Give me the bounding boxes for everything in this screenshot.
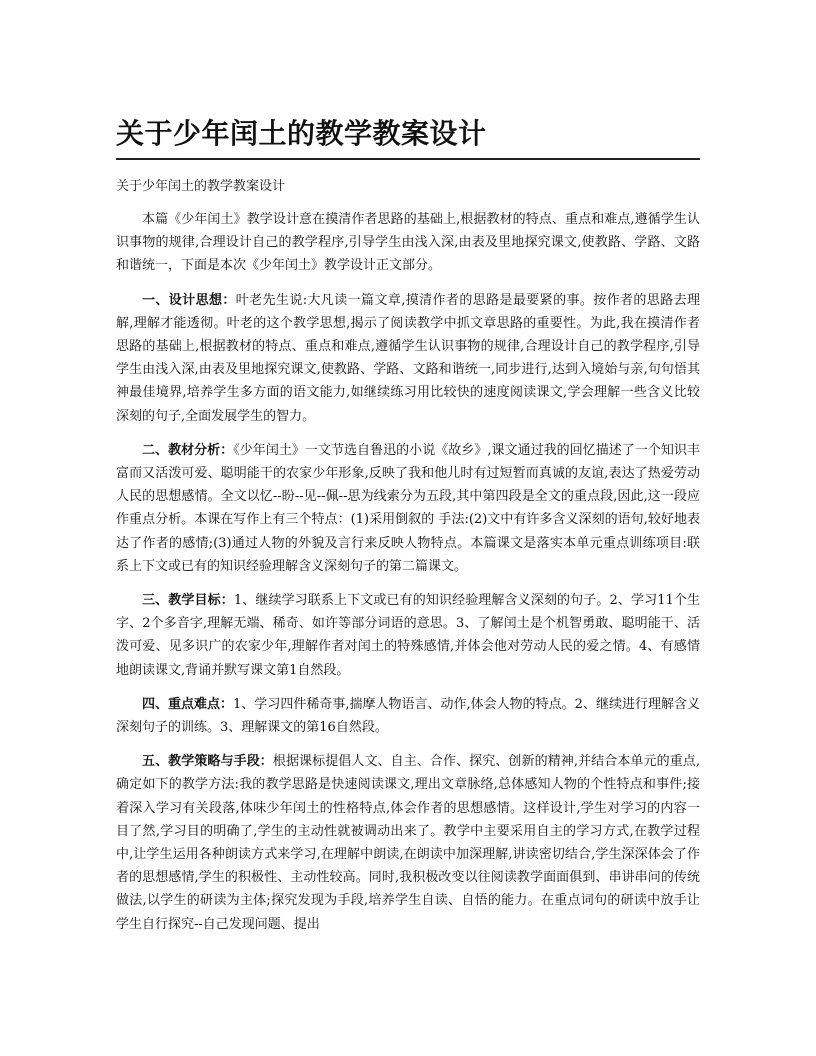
section-text: 根据课标提倡人文、自主、合作、探究、创新的精神,并结合本单元的重点,确定如下的教学方法:我的教学思路是快速阅读课文,理出文章脉络,总体感知人物的个性特点和事件;接着深入学习有关段落,体味少年闰土的性格特点,体会作者的思想感情。这样设计,学生对学习的内容一目了然,学习目的明确了,学生的主动性就被调动出来了。教学中主要采用自主的学习方式,在教学过程中,让学生运用各种朗读方式来学习,在理解中朗读,在朗读中加深理解,讲读密切结合,学生深深体会了作者的思想感情,学生的积极性、主动性较高。同时,我积极改变以往阅读教学面面俱到、串讲串问的传统做法,以学生的研读为主体;探究发现为手段,培养学生自读、自悟的能力。在重点词句的研读中放手让学生自行探究--自己发现问题、提出	[116, 754, 700, 932]
document-body	[116, 208, 700, 947]
section-text: 1、继续学习联系上下文或已有的知识经验理解含义深刻的句子。2、学习11个生字、2个多音字,理解无端、稀奇、如许等部分词语的意思。3、了解闰土是个机智勇敢、聪明能干、活泼可爱、见多识广的农家少年,理解作者对闰土的特殊感情,并体会他对劳动人民的爱之情。4、有感情地朗读课文,背诵并默写课文第1自然段。	[116, 593, 700, 678]
section-teaching-strategy	[116, 750, 700, 936]
section-heading: 五、教学策略与手段：	[142, 754, 273, 770]
intro-paragraph: 本篇《少年闰土》教学设计意在摸清作者思路的基础上,根据教材的特点、重点和难点,遵循学生认识事物的规律,合理设计自己的教学程序,引导学生由浅入深,由表及里地探究课文,使教路、学路、文路和谐统一，下面是本次《少年闰土》教学设计正文部分。	[116, 212, 700, 274]
section-material-analysis	[116, 439, 700, 578]
section-text: 《少年闰土》一文节选自鲁迅的小说《故乡》,课文通过我的回忆描述了一个知识丰富而又活泼可爱、聪明能干的农家少年形象,反映了我和他儿时有过短暂而真诚的友谊,表达了热爱劳动人民的思想感情。全文以忆--盼--见--佩--思为线索分为五段,其中第四段是全文的重点段,因此,这一段应作重点分析。本课在写作上有三个特点：(1)采用倒叙的 手法:(2)文中有许多含义深刻的语句,较好地表达了作者的感情;(3)通过人物的外貌及言行来反映人物特点。本篇课文是落实本单元重点训练项目:联系上下文或已有的知识经验理解含义深刻句子的第二篇课文。	[116, 442, 700, 574]
section-heading: 一、设计思想：	[142, 292, 236, 308]
section-text: 叶老先生说:大凡读一篇文章,摸清作者的思路是最要紧的事。按作者的思路去理解,理解才能透彻。叶老的这个教学思想,揭示了阅读教学中抓文章思路的重要性。为此,我在摸清作者思路的基础上,根据教材的特点、重点和难点,遵循学生认识事物的规律,合理设计自己的教学程序,引导学生由浅入深,由表及里地探究课文,使教路、学路、文路和谐统一,同步进行,达到入境始与亲,句句悟其神最佳境界,培养学生多方面的语文能力,如继续练习用比较快的速度阅读课文,学会理解一些含义比较深刻的句子,全面发展学生的智力。	[116, 292, 700, 424]
section-teaching-goals	[116, 589, 700, 682]
document-subtitle: 关于少年闰土的教学教案设计	[116, 179, 286, 194]
section-design-idea	[116, 289, 700, 428]
section-text: 1、学习四件稀奇事,揣摩人物语言、动作,体会人物的特点。2、继续进行理解含义深刻句子的训练。3、理解课文的第16自然段。	[116, 696, 700, 736]
document-page	[116, 0, 700, 1056]
section-heading: 二、教材分析：	[142, 442, 234, 458]
title-divider	[116, 158, 700, 160]
document-title: 关于少年闰土的教学教案设计	[116, 117, 487, 150]
section-heading: 三、教学目标：	[142, 593, 234, 609]
section-heading: 四、重点难点：	[142, 696, 234, 712]
section-key-points	[116, 693, 700, 739]
